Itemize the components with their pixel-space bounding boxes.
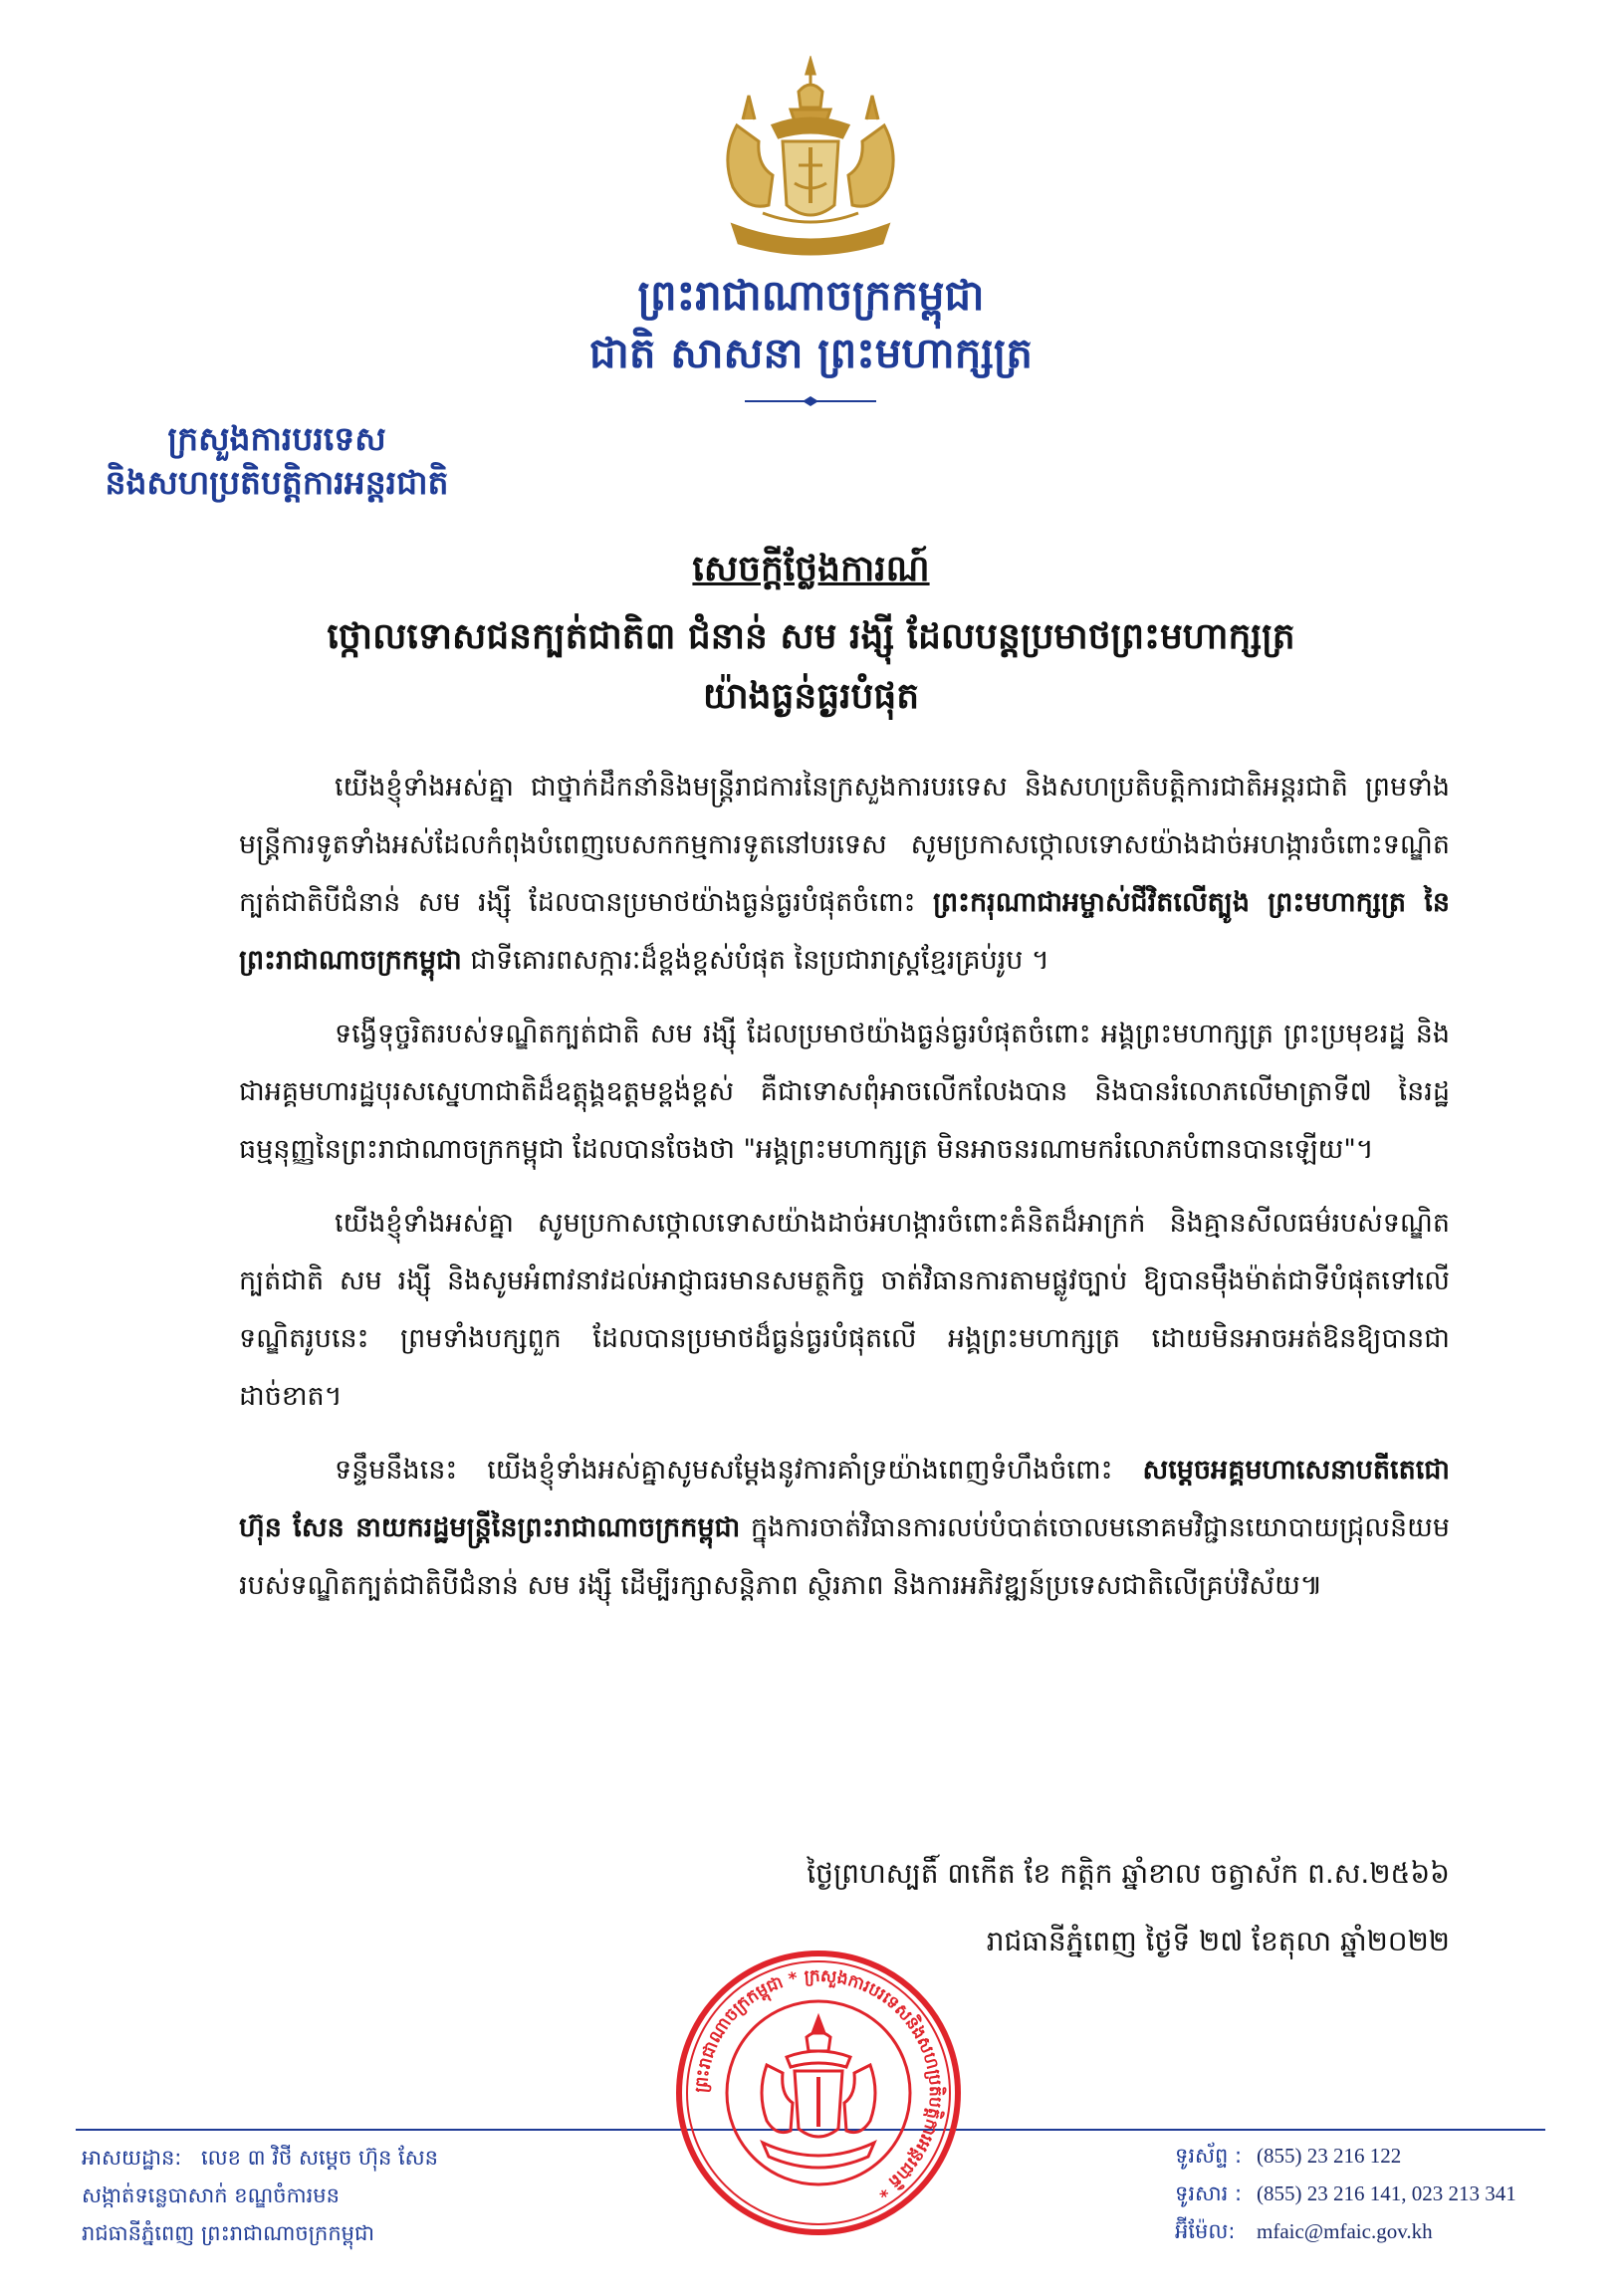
- email-label: អ៊ីម៉ែល:: [1175, 2219, 1236, 2243]
- paragraph-4-text: ទន្ទឹមនឹងនេះ យើងខ្ញុំទាំងអស់គ្នាសូមសម្តែងនូវការគាំទ្រយ៉ាងពេញទំហឹងចំពោះ: [335, 1455, 1113, 1486]
- official-seal-icon: [673, 1948, 964, 2238]
- paragraph-1-tail: ជាទីគោរពសក្ការៈដ៏ខ្ពង់ខ្ពស់បំផុត នៃប្រជារាស្ត្រខ្មែរគ្រប់រូប ។: [470, 945, 1049, 976]
- address-label: អាសយដ្ឋាន:: [82, 2146, 182, 2170]
- divider-ornament-icon: [741, 394, 880, 408]
- email-address[interactable]: mfaic@mfaic.gov.kh: [1257, 2219, 1433, 2243]
- seal-ring-text: ព្រះរាជាណាចក្រកម្ពុជា * ក្រសួងការបរទេសនិងសហប្រតិបត្តិការអន្តរជាតិ *: [691, 1965, 946, 2201]
- fax-number: (855) 23 216 141, 023 213 341: [1257, 2181, 1516, 2205]
- ministry-name-line2: និងសហប្រតិបត្តិការអន្តរជាតិ: [105, 463, 449, 502]
- statement-body: [239, 759, 1450, 1631]
- address-line-1: លេខ ៣ វិថី សម្តេច ហ៊ុន សែន: [201, 2146, 438, 2170]
- address-line-3: រាជធានីភ្នំពេញ ព្រះរាជាណាចក្រកម្ពុជា: [82, 2221, 374, 2245]
- paragraph-1: [239, 759, 1450, 990]
- paragraph-4-tail: ក្នុងការចាត់វិធានការលប់បំបាត់ចោលមនោគមវិជ្ជានយោបាយជ្រុលនិយមរបស់ទណ្ឌិតក្បត់ជាតិបីជំនាន់ សម រង្ស៊ី ដើម្បីរក្សាសន្តិភាព ស្ថិរភាព និងការអភិវឌ្ឍន៍ប្រទេសជាតិលើគ្រប់វិស័យ៕: [239, 1512, 1450, 1601]
- paragraph-3: យើងខ្ញុំទាំងអស់គ្នា សូមប្រកាសថ្កោលទោសយ៉ាងដាច់អហង្ការចំពោះគំនិតដ៏អាក្រក់ និងគ្មានសីលធម៌របស់ទណ្ឌិតក្បត់ជាតិ សម រង្ស៊ី និងសូមអំពាវនាវដល់អាជ្ញាធរមានសមត្ថកិច្ច ចាត់វិធានការតាមផ្លូវច្បាប់ ឱ្យបានម៉ឹងម៉ាត់ជាទីបំផុតទៅលើទណ្ឌិតរូបនេះ ព្រមទាំងបក្សពួក ដែលបានប្រមាថដ៏ធ្ងន់ធ្ងរបំផុតលើ អង្គព្រះមហាក្សត្រ ដោយមិនអាចអត់ឱនឱ្យបានជាដាច់ខាត។: [239, 1208, 1450, 1412]
- statement-heading: សេចក្តីថ្លែងការណ៍: [692, 549, 930, 589]
- phone-label: ទូរស័ព្ទ :: [1175, 2144, 1243, 2168]
- ministry-name-line1: ក្រសួងការបរទេស: [167, 419, 386, 458]
- paragraph-1-text: យើងខ្ញុំទាំងអស់គ្នា ជាថ្នាក់ដឹកនាំនិងមន្ត្រីរាជការនៃក្រសួងការបរទេស និងសហប្រតិបត្តិការជាតិអន្តរជាតិ ព្រមទាំងមន្ត្រីការទូតទាំងអស់ដែលកំពុងបំពេញបេសកកម្មការទូតនៅបរទេស សូមប្រកាសថ្កោលទោសយ៉ាងដាច់អហង្ការចំពោះទណ្ឌិតក្បត់ជាតិបីជំនាន់ សម រង្ស៊ី ដែលបានប្រមាថយ៉ាងធ្ងន់ធ្ងរបំផុតចំពោះ: [239, 772, 1450, 918]
- paragraph-4: [239, 1442, 1450, 1615]
- royal-emblem-icon: [703, 56, 918, 265]
- phone-number: (855) 23 216 122: [1257, 2144, 1402, 2168]
- national-motto: ជាតិ សាសនា ព្រះមហាក្សត្រ: [588, 329, 1034, 377]
- fax-label: ទូរសារ :: [1175, 2181, 1243, 2205]
- paragraph-4-prime-minister: សម្តេចអគ្គមហាសេនាបតីតេជោ ហ៊ុន សែន នាយករដ្ឋមន្ត្រីនៃព្រះរាជាណាចក្រកម្ពុជា: [239, 1455, 1450, 1543]
- lunar-date: ថ្ងៃព្រហស្បតិ៍ ៣កើត ខែ កត្តិក ឆ្នាំខាល ចត្វាស័ក ព.ស.២៥៦៦: [807, 1857, 1450, 1890]
- statement-subject-line2: យ៉ាងធ្ងន់ធ្ងរបំផុត: [702, 676, 920, 717]
- statement-subject-line1: ថ្កោលទោសជនក្បត់ជាតិ៣ ជំនាន់ សម រង្ស៊ី ដែលបន្តប្រមាថព្រះមហាក្សត្រ: [327, 616, 1295, 657]
- kingdom-name: ព្រះរាជាណាចក្រកម្ពុជា: [637, 271, 985, 320]
- paragraph-1-king-title: ព្រះករុណាជាអម្ចាស់ជីវិតលើត្បូង ព្រះមហាក្សត្រ នៃព្រះរាជាណាចក្រកម្ពុជា: [239, 887, 1450, 976]
- footer-address: [82, 2139, 599, 2252]
- footer-contact: [1175, 2137, 1593, 2250]
- address-line-2: សង្កាត់ទន្លេបាសាក់ ខណ្ឌចំការមន: [82, 2183, 340, 2207]
- paragraph-2: ទង្វើទុច្ចរិតរបស់ទណ្ឌិតក្បត់ជាតិ សម រង្ស៊ី ដែលប្រមាថយ៉ាងធ្ងន់ធ្ងរបំផុតចំពោះ អង្គព្រះមហាក្សត្រ ព្រះប្រមុខរដ្ឋ និងជាអគ្គមហារដ្ឋបុរសស្នេហាជាតិដ៏ឧត្តុង្គឧត្តមខ្ពង់ខ្ពស់ គឺជាទោសពុំអាចលើកលែងបាន និងបានរំលោភលើមាត្រាទី៧ នៃរដ្ឋធម្មនុញ្ញនៃព្រះរាជាណាចក្រកម្ពុជា ដែលបានចែងថា "អង្គព្រះមហាក្សត្រ មិនអាចនរណាមករំលោភបំពានបានឡើយ"។: [239, 1019, 1450, 1165]
- gregorian-date: រាជធានីភ្នំពេញ ថ្ងៃទី ២៧ ខែតុលា ឆ្នាំ២០២២: [986, 1925, 1450, 1957]
